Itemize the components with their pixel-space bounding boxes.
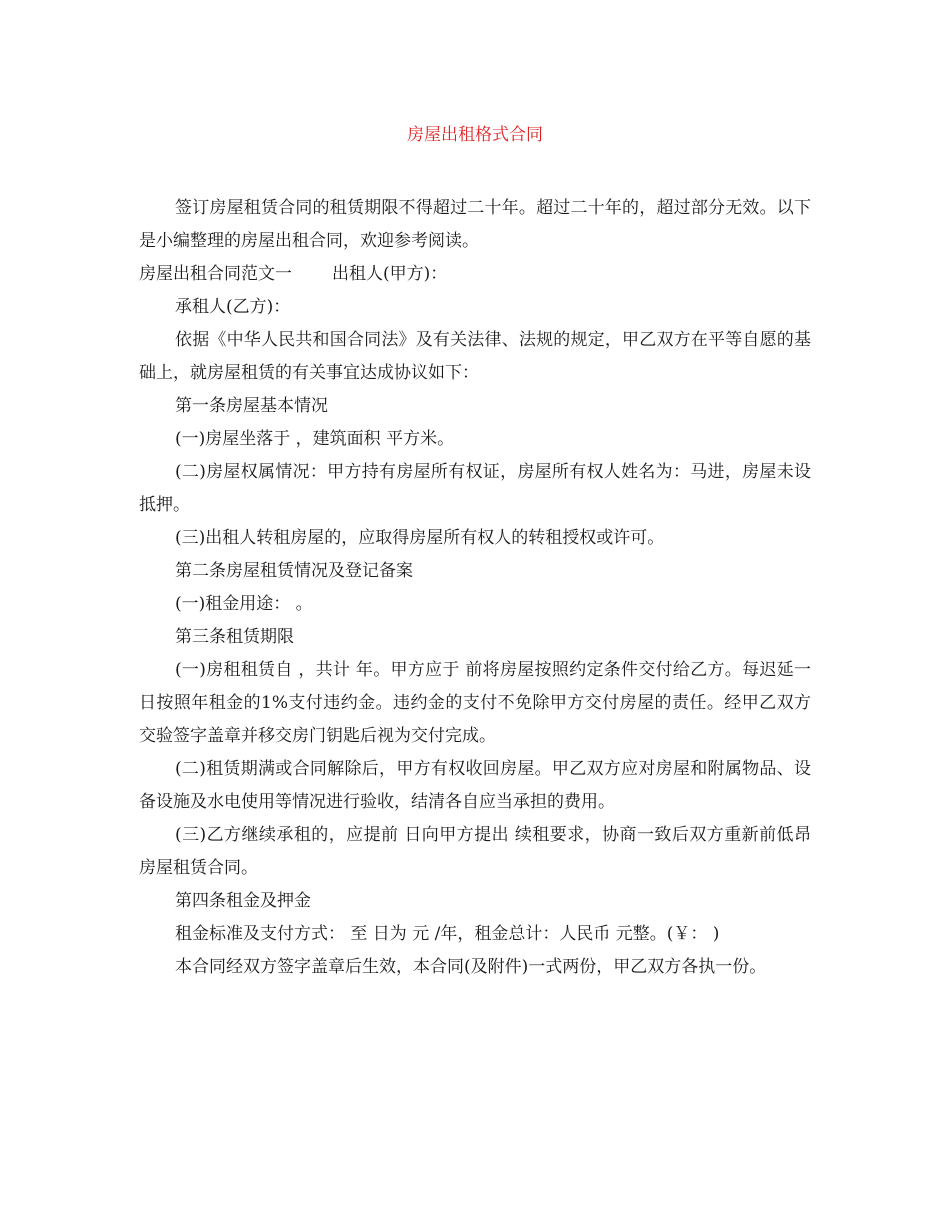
document-title: 房屋出租格式合同 <box>407 125 543 145</box>
contract-paragraph: 本合同经双方签字盖章后生效，本合同(及附件)一式两份，甲乙双方各执一份。 <box>175 957 767 977</box>
sample-heading-row <box>139 258 811 291</box>
contract-paragraph: (二)房屋权属情况：甲方持有房屋所有权证，房屋所有权人姓名为：马进，房屋未设抵押。 <box>139 462 811 515</box>
contract-paragraph: (三)出租人转租房屋的，应取得房屋所有权人的转租授权或许可。 <box>175 528 665 548</box>
sample-heading: 房屋出租合同范文一 <box>139 264 292 284</box>
article-heading: 第四条租金及押金 <box>175 891 311 911</box>
article-heading: 第二条房屋租赁情况及登记备案 <box>175 561 413 581</box>
contract-paragraph: 依据《中华人民共和国合同法》及有关法律、法规的规定，甲乙双方在平等自愿的基础上，就房屋租赁的有关事宜达成协议如下： <box>139 330 811 383</box>
article-heading: 第一条房屋基本情况 <box>175 396 328 416</box>
contract-paragraph: (二)租赁期满或合同解除后，甲方有权收回房屋。甲乙双方应对房屋和附属物品、设备设施及水电使用等情况进行验收，结清各自应当承担的费用。 <box>139 759 811 812</box>
contract-paragraph: (一)租金用途： 。 <box>175 594 313 614</box>
document-body <box>139 192 811 984</box>
spacer <box>292 258 332 291</box>
contract-paragraph: 租金标准及支付方式： 至 日为 元 /年，租金总计：人民币 元整。(￥： ) <box>175 924 720 944</box>
contract-paragraph: (一)房屋坐落于 ，建筑面积 平方米。 <box>175 429 455 449</box>
contract-paragraph: (三)乙方继续承租的，应提前 日向甲方提出 续租要求，协商一致后双方重新前低昂房屋租赁合同。 <box>139 825 811 878</box>
lessee-label: 承租人(乙方)： <box>175 297 291 317</box>
intro-paragraph: 签订房屋租赁合同的租赁期限不得超过二十年。超过二十年的，超过部分无效。以下是小编整理的房屋出租合同，欢迎参考阅读。 <box>139 198 811 251</box>
lessor-label: 出租人(甲方)： <box>332 264 448 284</box>
article-heading: 第三条租赁期限 <box>175 627 294 647</box>
contract-paragraph: (一)房租租赁自 ，共计 年。甲方应于 前将房屋按照约定条件交付给乙方。每迟延一日按照年租金的1%支付违约金。违约金的支付不免除甲方交付房屋的责任。经甲乙双方交验签字盖章并移交房门钥匙后视为交付完成。 <box>139 660 811 746</box>
